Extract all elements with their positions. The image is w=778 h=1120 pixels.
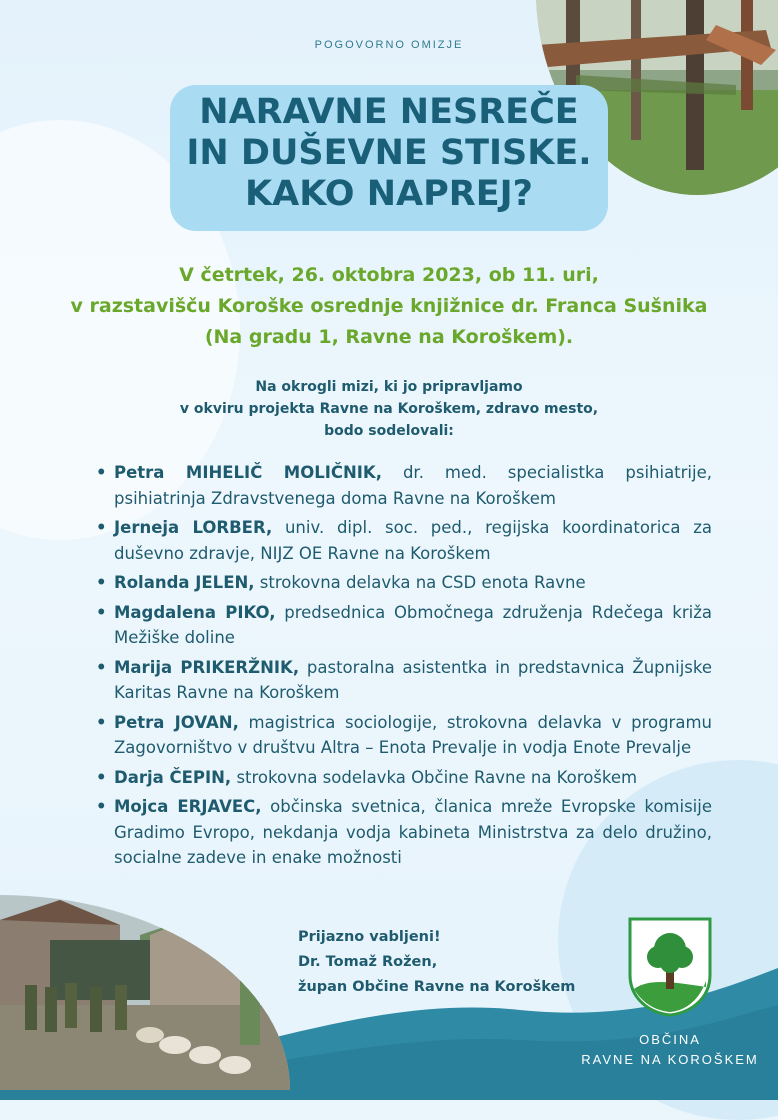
participant-desc: občinska svetnica, članica mreže Evropske komisije Gradimo Evropo, nekdanja vodja kabineta Ministrstva za delo družino, socialne zadeve in enake možnosti: [114, 797, 712, 867]
org-line: OBČINA: [639, 1032, 701, 1047]
participant-item: [96, 765, 712, 791]
participant-item: [96, 655, 712, 706]
page-title: [170, 92, 608, 215]
participant-item: [96, 570, 712, 596]
intro-text: [0, 376, 778, 442]
participant-desc: magistrica sociologije, strokovna delavka v programu Zagovorništvo v društvu Altra – Enota Prevalje in vodja Enote Prevalje: [114, 712, 712, 757]
participant-name: Marija PRIKERŽNIK,: [114, 657, 300, 677]
title-line: KAKO NAPREJ?: [245, 174, 533, 214]
participant-name: Rolanda JELEN,: [114, 573, 255, 592]
participant-desc: univ. dipl. soc. ped., regijska koordinatorica za duševno zdravje, NIJZ OE Ravne na Koroškem: [114, 518, 712, 563]
participant-name: Darja ČEPIN,: [114, 767, 232, 787]
intro-line: Na okrogli mizi, ki jo pripravljamo: [255, 379, 523, 395]
closing-greeting: Prijazno vabljeni!: [298, 929, 441, 945]
participant-desc: dr. med. specialistka psihiatrije, psihiatrinja Zdravstvenega doma Ravne na Koroškem: [114, 463, 712, 508]
tree-crest-icon: [628, 917, 712, 1017]
participant-item: [96, 600, 712, 651]
participant-name: Petra MIHELIČ MOLIČNIK,: [114, 463, 382, 482]
title-line: NARAVNE NESREČE: [199, 92, 579, 132]
participant-name: Petra JOVAN,: [114, 712, 239, 732]
intro-line: v okviru projekta Ravne na Koroškem, zdravo mesto,: [179, 401, 599, 417]
event-details: [0, 260, 778, 353]
participant-name: Magdalena PIKO,: [114, 602, 276, 622]
participant-name: Mojca ERJAVEC,: [114, 797, 262, 816]
closing-signer: Dr. Tomaž Rožen,: [298, 954, 438, 970]
participant-item: [96, 794, 712, 871]
closing-role: župan Občine Ravne na Koroškem: [298, 979, 576, 995]
org-line: RAVNE NA KOROŠKEM: [581, 1052, 759, 1067]
event-kicker: POGOVORNO OMIZJE: [314, 39, 464, 51]
participant-item: [96, 710, 712, 761]
participant-item: [96, 460, 712, 511]
participant-desc: strokovna delavka na CSD enota Ravne: [254, 573, 586, 592]
participant-desc: pastoralna asistentka in predstavnica Župnijske Karitas Ravne na Koroškem: [114, 657, 712, 702]
title-line: IN DUŠEVNE STISKE.: [186, 133, 592, 173]
intro-line: bodo sodelovali:: [324, 423, 454, 439]
event-venue-line: v razstavišču Koroške osrednje knjižnice dr. Franca Sušnika: [70, 295, 708, 317]
organization-name: [560, 1030, 778, 1070]
participant-item: [96, 515, 712, 566]
participant-list: [96, 460, 712, 875]
participant-name: Jerneja LORBER,: [114, 518, 273, 537]
event-address-line: (Na gradu 1, Ravne na Koroškem).: [204, 326, 574, 348]
event-date-line: V četrtek, 26. oktobra 2023, ob 11. uri,: [179, 264, 599, 286]
closing-signature: [298, 925, 575, 1000]
participant-desc: predsednica Območnega združenja Rdečega križa Mežiške doline: [114, 602, 712, 647]
participant-desc: strokovna sodelavka Občine Ravne na Koroškem: [231, 767, 638, 787]
